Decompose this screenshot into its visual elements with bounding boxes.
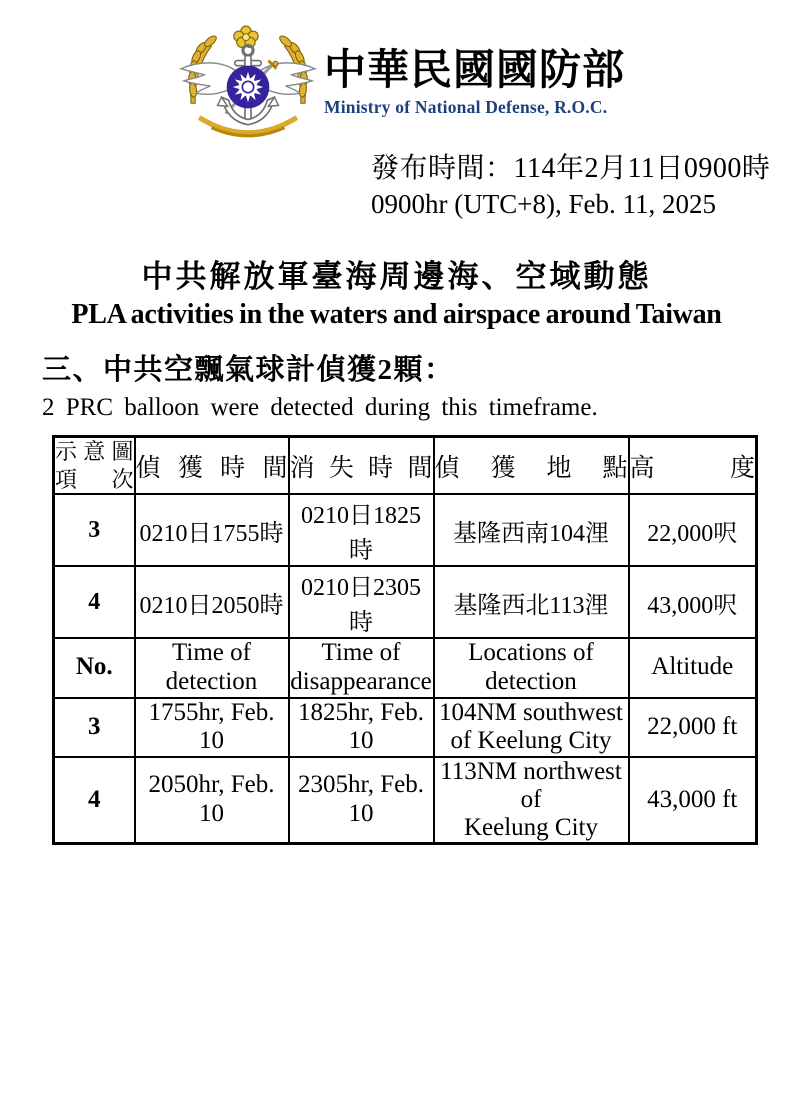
- cell-location: 基隆西南104浬: [434, 494, 629, 566]
- document-title-zh: 中共解放軍臺海周邊海、空域動態: [141, 259, 652, 294]
- cell-altitude: 22,000呎: [629, 494, 757, 566]
- col-header-no-en: No.: [54, 638, 135, 698]
- release-time: [371, 151, 770, 222]
- col-header-altitude-en: Altitude: [629, 638, 757, 698]
- release-time-zh: 發布時間：114年2月11日0900時: [371, 153, 771, 184]
- col-header-altitude-zh: 高度: [629, 437, 757, 495]
- balloon-detection-table: [52, 435, 758, 845]
- document-title: [0, 251, 793, 331]
- cell-disappear-time: 0210日1825時: [289, 494, 434, 566]
- cell-disappear-time: 0210日2305時: [289, 566, 434, 638]
- cell-disappear-time: 1825hr, Feb. 10: [289, 698, 434, 758]
- cell-detect-time: 0210日1755時: [135, 494, 289, 566]
- release-time-en: 0900hr (UTC+8), Feb. 11, 2025: [371, 189, 716, 220]
- table-row-zh-4: [54, 566, 757, 638]
- cell-location: 基隆西北113浬: [434, 566, 629, 638]
- cell-no: 3: [54, 698, 135, 758]
- col-header-location-zh: 偵獲地點: [434, 437, 629, 495]
- cell-detect-time: 1755hr, Feb. 10: [135, 698, 289, 758]
- cell-no: 4: [54, 566, 135, 638]
- cell-detect-time: 0210日2050時: [135, 566, 289, 638]
- cell-detect-time: 2050hr, Feb. 10: [135, 757, 289, 844]
- cell-altitude: 22,000 ft: [629, 698, 757, 758]
- col-header-disappear-en: Time of disappearance: [289, 638, 434, 698]
- cell-location: 104NM southwest of Keelung City: [434, 698, 629, 758]
- org-name-zh: 中華民國國防部: [324, 48, 626, 94]
- sun-disc-icon: [227, 66, 270, 109]
- cell-altitude: 43,000 ft: [629, 757, 757, 844]
- col-header-detect-en: Time of detection: [135, 638, 289, 698]
- document-title-en: PLA activities in the waters and airspace around Taiwan: [71, 299, 722, 330]
- table-row-en-3: [54, 698, 757, 758]
- cell-no: 3: [54, 494, 135, 566]
- table-row-en-header: [54, 638, 757, 698]
- col-header-disappear-zh: 消失時間: [289, 437, 434, 495]
- table-row-en-4: [54, 757, 757, 844]
- col-header-no-zh: 示意圖 項次: [54, 437, 135, 495]
- cell-disappear-time: 2305hr, Feb. 10: [289, 757, 434, 844]
- org-name-en: Ministry of National Defense, R.O.C.: [324, 97, 608, 118]
- section-heading: [42, 347, 598, 422]
- table-row-zh-header: [54, 437, 757, 495]
- table-row-zh-3: [54, 494, 757, 566]
- cell-no: 4: [54, 757, 135, 844]
- section-heading-zh: 三、中共空飄氣球計偵獲2顆：: [42, 354, 455, 386]
- cell-location: 113NM northwest of Keelung City: [434, 757, 629, 844]
- mnd-emblem-icon: [176, 24, 320, 146]
- section-heading-en: 2 PRC balloon were detected during this timeframe.: [42, 394, 598, 421]
- cell-altitude: 43,000呎: [629, 566, 757, 638]
- ministry-header: [176, 24, 625, 146]
- col-header-location-en: Locations of detection: [434, 638, 629, 698]
- col-header-detect-zh: 偵獲時間: [135, 437, 289, 495]
